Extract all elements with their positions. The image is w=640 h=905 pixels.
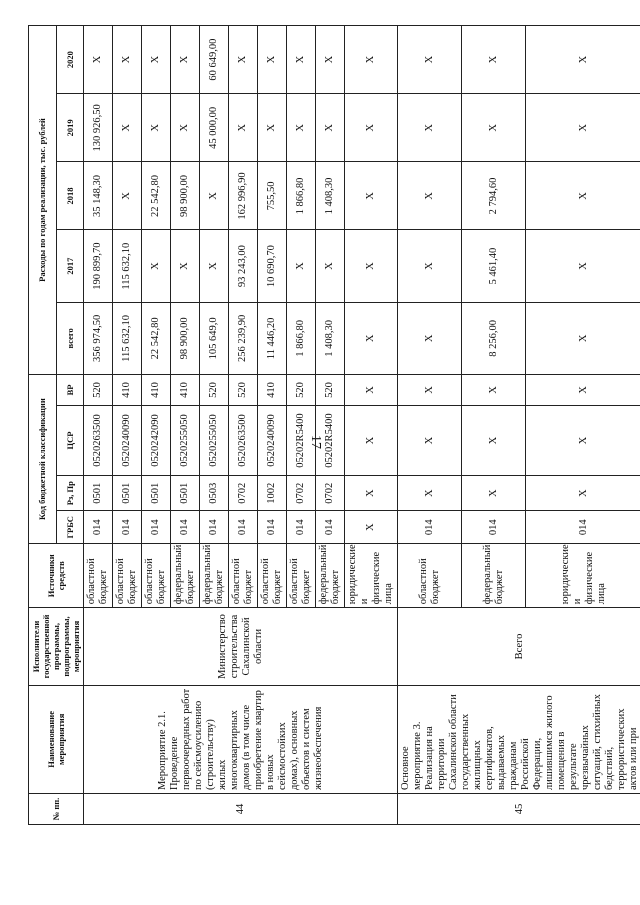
grbs: 014: [316, 511, 345, 544]
y2019: X: [316, 94, 345, 162]
header-num: № пп.: [29, 794, 84, 825]
rzpr: 0702: [316, 476, 345, 511]
rzpr: X: [462, 476, 526, 511]
vr: 410: [113, 375, 142, 406]
grbs: 014: [142, 511, 171, 544]
source: юридические и физические лица: [526, 544, 640, 608]
source: областной бюджет: [398, 544, 462, 608]
vr: 520: [287, 375, 316, 406]
y2020: X: [113, 26, 142, 94]
source: областной бюджет: [142, 544, 171, 608]
vr: 410: [171, 375, 200, 406]
total: 256 239,90: [229, 302, 258, 374]
grbs: 014: [526, 511, 640, 544]
y2018: 2 794,60: [462, 162, 526, 230]
vr: 520: [200, 375, 229, 406]
header-2020: 2020: [56, 26, 84, 94]
header-csr: ЦСР: [56, 405, 84, 475]
y2018: 755,50: [258, 162, 287, 230]
y2019: 45 000,00: [200, 94, 229, 162]
rzpr: 0503: [200, 476, 229, 511]
grbs: 014: [171, 511, 200, 544]
y2019: X: [171, 94, 200, 162]
row-number: 44: [84, 794, 398, 825]
y2019: X: [113, 94, 142, 162]
y2018: X: [200, 162, 229, 230]
vr: 520: [84, 375, 113, 406]
y2017: X: [200, 230, 229, 302]
y2019: X: [526, 94, 640, 162]
y2020: X: [142, 26, 171, 94]
y2017: X: [287, 230, 316, 302]
source: федеральный бюджет: [462, 544, 526, 608]
y2017: X: [171, 230, 200, 302]
y2017: X: [526, 230, 640, 302]
y2018: 35 148,30: [84, 162, 113, 230]
grbs: X: [345, 511, 398, 544]
grbs: 014: [462, 511, 526, 544]
y2020: 60 649,00: [200, 26, 229, 94]
y2017: 93 243,00: [229, 230, 258, 302]
source: областной бюджет: [229, 544, 258, 608]
y2017: X: [142, 230, 171, 302]
y2018: 1 866,80: [287, 162, 316, 230]
rzpr: 0501: [113, 476, 142, 511]
vr: 410: [258, 375, 287, 406]
source: областной бюджет: [84, 544, 113, 608]
csr: 0520242090: [142, 405, 171, 475]
rzpr: X: [398, 476, 462, 511]
grbs: 014: [200, 511, 229, 544]
header-total: всего: [56, 302, 84, 374]
csr: 0520263500: [229, 405, 258, 475]
vr: X: [345, 375, 398, 406]
vr: X: [526, 375, 640, 406]
csr: X: [345, 405, 398, 475]
rzpr: 1002: [258, 476, 287, 511]
source: федеральный бюджет: [316, 544, 345, 608]
row-number: 45: [398, 794, 640, 825]
rzpr: 0702: [287, 476, 316, 511]
total: 1 866,80: [287, 302, 316, 374]
y2017: 5 461,40: [462, 230, 526, 302]
header-expenses: Расходы по годам реализации, тыс. рублей: [29, 26, 57, 375]
y2019: X: [462, 94, 526, 162]
csr: 0520255050: [200, 405, 229, 475]
y2018: X: [113, 162, 142, 230]
csr: 0520263500: [84, 405, 113, 475]
budget-table: [28, 25, 640, 825]
csr: 0520240090: [113, 405, 142, 475]
y2017: 190 899,70: [84, 230, 113, 302]
total: 8 256,00: [462, 302, 526, 374]
table-row: [84, 26, 113, 825]
y2019: X: [398, 94, 462, 162]
grbs: 014: [398, 511, 462, 544]
vr: X: [398, 375, 462, 406]
rzpr: X: [526, 476, 640, 511]
y2019: X: [287, 94, 316, 162]
rzpr: 0501: [84, 476, 113, 511]
header-2018: 2018: [56, 162, 84, 230]
measure-name: Основное мероприятие 3. Реализация на территории Сахалинской области государственных жилищных сертификатов, выдаваемых гражданам Российской Федерации, лишившимся жилого помещения в результате чрезвычайных ситуаций, стихийных бедствий, террористических актов или при: [398, 685, 640, 793]
y2020: X: [287, 26, 316, 94]
total: X: [398, 302, 462, 374]
rzpr: 0501: [171, 476, 200, 511]
y2019: X: [229, 94, 258, 162]
source: федеральный бюджет: [200, 544, 229, 608]
header-2017: 2017: [56, 230, 84, 302]
rzpr: 0501: [142, 476, 171, 511]
csr: X: [462, 405, 526, 475]
source: областной бюджет: [287, 544, 316, 608]
header-rzpr: Рз, Пр: [56, 476, 84, 511]
total: 1 408,30: [316, 302, 345, 374]
source: областной бюджет: [113, 544, 142, 608]
executor: Всего: [398, 608, 640, 685]
y2019: 130 926,50: [84, 94, 113, 162]
csr: 0520255050: [171, 405, 200, 475]
header-source: Источники средств: [29, 544, 84, 608]
grbs: 014: [287, 511, 316, 544]
grbs: 014: [84, 511, 113, 544]
header-executor: Исполнители государственной программы, подпрограммы, мероприятия: [29, 608, 84, 685]
y2020: X: [316, 26, 345, 94]
vr: 520: [316, 375, 345, 406]
measure-name: Мероприятие 2.1. Проведение первоочередных работ по сейсмоусилению (строительству) жилых многоквартирных домов (в том числе приобретение квартир в новых сейсмостойких домах), основных объектов и систем жизнеобеспечения: [84, 685, 398, 793]
y2020: X: [526, 26, 640, 94]
y2020: X: [462, 26, 526, 94]
y2017: 10 690,70: [258, 230, 287, 302]
rzpr: X: [345, 476, 398, 511]
total: 115 632,10: [113, 302, 142, 374]
executor: Министерство строительства Сахалинской области: [84, 608, 398, 685]
rzpr: 0702: [229, 476, 258, 511]
grbs: 014: [113, 511, 142, 544]
y2017: X: [316, 230, 345, 302]
y2018: X: [398, 162, 462, 230]
csr: X: [398, 405, 462, 475]
header-grbs: ГРБС: [56, 511, 84, 544]
csr: 0520240090: [258, 405, 287, 475]
csr: X: [526, 405, 640, 475]
y2018: 22 542,80: [142, 162, 171, 230]
y2019: X: [345, 94, 398, 162]
total: X: [345, 302, 398, 374]
total: X: [526, 302, 640, 374]
total: 22 542,80: [142, 302, 171, 374]
y2018: 98 900,00: [171, 162, 200, 230]
y2017: X: [398, 230, 462, 302]
y2020: X: [398, 26, 462, 94]
csr: 05202R5400: [316, 405, 345, 475]
total: 98 900,00: [171, 302, 200, 374]
y2018: X: [345, 162, 398, 230]
vr: 410: [142, 375, 171, 406]
y2018: 1 408,30: [316, 162, 345, 230]
y2020: X: [84, 26, 113, 94]
source: областной бюджет: [258, 544, 287, 608]
header-budget-code: Код бюджетной классификации: [29, 375, 57, 544]
source: юридические и физические лица: [345, 544, 398, 608]
y2019: X: [258, 94, 287, 162]
header-name: Наименование мероприятия: [29, 685, 84, 793]
grbs: 014: [229, 511, 258, 544]
y2020: X: [258, 26, 287, 94]
total: 105 649,0: [200, 302, 229, 374]
vr: 520: [229, 375, 258, 406]
header-2019: 2019: [56, 94, 84, 162]
y2020: X: [229, 26, 258, 94]
page-number: 17: [308, 435, 323, 449]
source: федеральный бюджет: [171, 544, 200, 608]
y2020: X: [345, 26, 398, 94]
y2020: X: [171, 26, 200, 94]
vr: X: [462, 375, 526, 406]
y2018: X: [526, 162, 640, 230]
y2017: X: [345, 230, 398, 302]
y2018: 162 996,90: [229, 162, 258, 230]
csr: 05202R5400: [287, 405, 316, 475]
total: 356 974,50: [84, 302, 113, 374]
total: 11 446,20: [258, 302, 287, 374]
grbs: 014: [258, 511, 287, 544]
header-vr: ВР: [56, 375, 84, 406]
y2017: 115 632,10: [113, 230, 142, 302]
table-row: [398, 26, 462, 825]
y2019: X: [142, 94, 171, 162]
